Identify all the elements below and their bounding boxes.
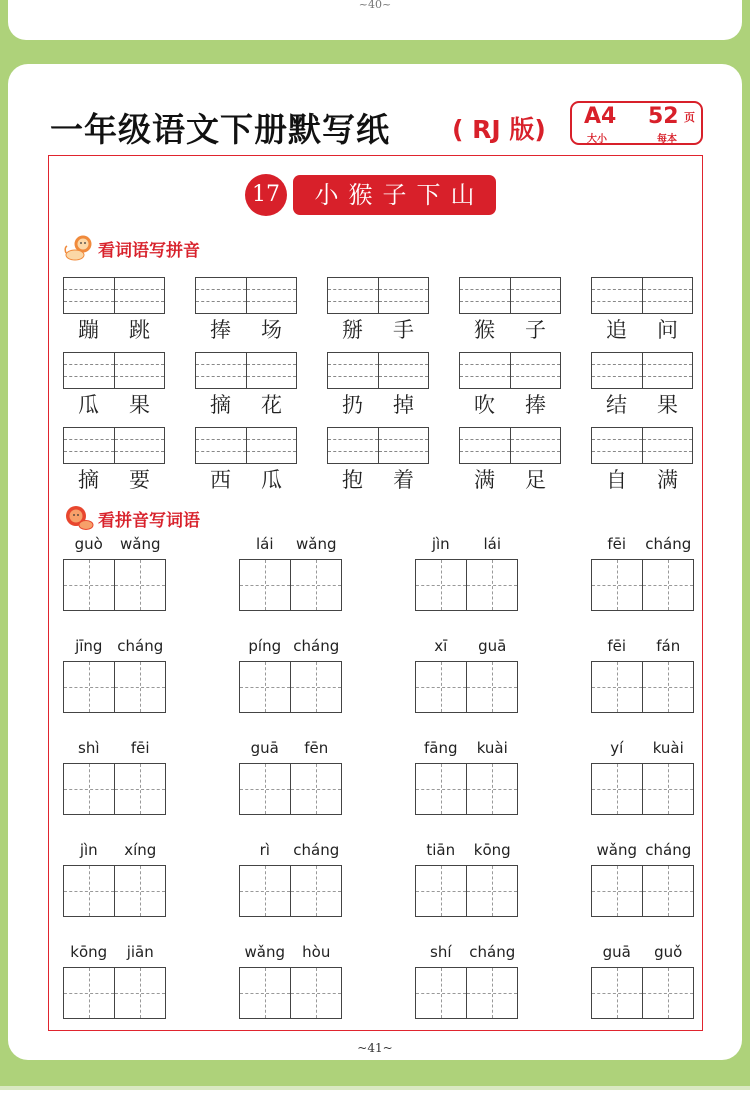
tianzige-grid[interactable] <box>415 865 518 917</box>
pinyin-label <box>239 635 342 657</box>
pinyin-syllable: hòu <box>302 943 331 961</box>
pinyin-label <box>591 941 694 963</box>
character-writing-square[interactable] <box>290 968 341 1018</box>
lion-icon <box>64 234 94 262</box>
tianzige-grid[interactable] <box>591 865 694 917</box>
pinyin-writing-slot[interactable] <box>642 353 693 388</box>
worksheet-title: 一年级语文下册默写纸 <box>50 110 390 149</box>
pinyin-writing-box[interactable] <box>591 352 693 389</box>
character-writing-square[interactable] <box>592 560 642 610</box>
character-writing-square[interactable] <box>240 560 290 610</box>
pinyin-writing-slot[interactable] <box>328 428 378 463</box>
word-characters <box>195 390 297 420</box>
pinyin-item <box>415 839 518 917</box>
pinyin-writing-slot[interactable] <box>378 353 429 388</box>
pinyin-writing-box[interactable] <box>63 277 165 314</box>
pinyin-item <box>239 941 342 1019</box>
pinyin-label <box>239 941 342 963</box>
pinyin-syllable: tiān <box>426 841 456 859</box>
word-character: 蹦 <box>78 318 99 342</box>
character-writing-square[interactable] <box>416 662 466 712</box>
word-characters <box>459 390 561 420</box>
pinyin-syllable: rì <box>259 841 270 859</box>
pinyin-syllable: fēi <box>130 739 150 757</box>
tianzige-grid[interactable] <box>63 661 166 713</box>
character-writing-square[interactable] <box>240 866 290 916</box>
page-count-caption: 每本 <box>657 134 677 145</box>
character-writing-square[interactable] <box>416 764 466 814</box>
pinyin-label <box>591 839 694 861</box>
pinyin-syllable: cháng <box>645 535 692 553</box>
pinyin-label <box>415 635 518 657</box>
pinyin-syllable: fēi <box>607 535 627 553</box>
pinyin-syllable: fāng <box>423 739 458 757</box>
worksheet-page <box>8 64 742 1060</box>
pinyin-item <box>239 635 342 713</box>
lion-icon <box>64 504 94 532</box>
word-character: 摘 <box>210 393 231 417</box>
section-pinyin-label: 看拼音写词语 <box>98 510 200 531</box>
word-item <box>459 427 561 499</box>
word-character: 场 <box>261 318 282 342</box>
pinyin-writing-slot[interactable] <box>642 428 693 463</box>
word-item <box>63 352 165 424</box>
pinyin-syllable: cháng <box>293 841 340 859</box>
tianzige-grid[interactable] <box>63 967 166 1019</box>
character-writing-square[interactable] <box>592 968 642 1018</box>
word-characters <box>63 315 165 345</box>
character-writing-square[interactable] <box>290 764 341 814</box>
pinyin-label <box>63 839 166 861</box>
word-character: 抱 <box>342 468 363 492</box>
pinyin-syllable: wǎng <box>120 535 161 553</box>
pinyin-writing-slot[interactable] <box>378 428 429 463</box>
character-writing-square[interactable] <box>466 662 517 712</box>
word-characters <box>63 465 165 495</box>
character-writing-square[interactable] <box>114 560 165 610</box>
pinyin-item <box>591 839 694 917</box>
word-item <box>327 352 429 424</box>
lesson-title: 小猴子下山 <box>293 175 496 215</box>
pinyin-writing-slot[interactable] <box>196 278 246 313</box>
pinyin-label <box>591 635 694 657</box>
character-writing-square[interactable] <box>114 764 165 814</box>
pinyin-item <box>63 737 166 815</box>
pinyin-writing-slot[interactable] <box>64 353 114 388</box>
pinyin-writing-box[interactable] <box>591 427 693 464</box>
pinyin-writing-box[interactable] <box>327 427 429 464</box>
tianzige-grid[interactable] <box>63 559 166 611</box>
tianzige-grid[interactable] <box>239 763 342 815</box>
pinyin-writing-box[interactable] <box>195 277 297 314</box>
pinyin-writing-box[interactable] <box>195 352 297 389</box>
tianzige-grid[interactable] <box>415 559 518 611</box>
character-writing-square[interactable] <box>592 764 642 814</box>
character-writing-square[interactable] <box>64 662 114 712</box>
tianzige-grid[interactable] <box>591 763 694 815</box>
word-character: 掰 <box>342 318 363 342</box>
pinyin-label <box>239 533 342 555</box>
word-characters <box>327 390 429 420</box>
pinyin-label <box>239 839 342 861</box>
pinyin-writing-slot[interactable] <box>246 353 297 388</box>
pinyin-label <box>63 737 166 759</box>
pinyin-syllable: jīng <box>75 637 103 655</box>
lesson-number: 17 <box>245 174 287 216</box>
pinyin-label <box>239 737 342 759</box>
pinyin-writing-slot[interactable] <box>510 428 561 463</box>
word-character: 结 <box>606 393 627 417</box>
pinyin-writing-slot[interactable] <box>64 428 114 463</box>
pinyin-writing-box[interactable] <box>591 277 693 314</box>
word-item <box>195 352 297 424</box>
section-words-to-pinyin <box>64 234 200 262</box>
pinyin-writing-slot[interactable] <box>592 353 642 388</box>
word-characters <box>459 465 561 495</box>
pinyin-writing-slot[interactable] <box>114 353 165 388</box>
pinyin-label <box>63 635 166 657</box>
pinyin-syllable: guò <box>74 535 103 553</box>
pinyin-syllable: yí <box>610 739 624 757</box>
pinyin-label <box>415 941 518 963</box>
word-character: 果 <box>657 393 678 417</box>
word-item <box>459 352 561 424</box>
character-writing-square[interactable] <box>466 968 517 1018</box>
character-writing-square[interactable] <box>290 866 341 916</box>
word-characters <box>327 315 429 345</box>
pinyin-syllable: cháng <box>293 637 340 655</box>
pinyin-label <box>591 533 694 555</box>
pinyin-syllable: wǎng <box>596 841 637 859</box>
character-writing-square[interactable] <box>114 968 165 1018</box>
character-writing-square[interactable] <box>64 560 114 610</box>
word-character: 子 <box>525 318 546 342</box>
pinyin-syllable: shì <box>78 739 100 757</box>
edition-label: ( RJ 版) <box>452 115 546 144</box>
character-writing-square[interactable] <box>290 560 341 610</box>
word-characters <box>591 465 693 495</box>
pinyin-syllable: xíng <box>124 841 157 859</box>
character-writing-square[interactable] <box>290 662 341 712</box>
word-item <box>591 427 693 499</box>
pinyin-writing-box[interactable] <box>63 427 165 464</box>
pinyin-syllable: guā <box>250 739 279 757</box>
word-characters <box>591 315 693 345</box>
tianzige-grid[interactable] <box>415 967 518 1019</box>
tianzige-grid[interactable] <box>63 763 166 815</box>
pinyin-syllable: fēi <box>607 637 627 655</box>
pinyin-writing-slot[interactable] <box>510 278 561 313</box>
word-item <box>327 277 429 349</box>
pinyin-item <box>415 533 518 611</box>
pinyin-writing-slot[interactable] <box>114 278 165 313</box>
tianzige-grid[interactable] <box>591 559 694 611</box>
character-writing-square[interactable] <box>64 764 114 814</box>
tianzige-grid[interactable] <box>63 865 166 917</box>
pinyin-writing-slot[interactable] <box>378 278 429 313</box>
word-characters <box>63 390 165 420</box>
pinyin-item <box>415 635 518 713</box>
word-item <box>63 277 165 349</box>
character-writing-square[interactable] <box>64 866 114 916</box>
pinyin-syllable: cháng <box>469 943 516 961</box>
pinyin-syllable: wǎng <box>244 943 285 961</box>
pinyin-writing-box[interactable] <box>459 427 561 464</box>
word-character: 跳 <box>129 318 150 342</box>
pinyin-writing-box[interactable] <box>327 277 429 314</box>
pinyin-syllable: kuài <box>652 739 684 757</box>
next-page-edge <box>0 1086 750 1120</box>
section-pinyin-to-words <box>64 504 200 532</box>
pinyin-item <box>239 533 342 611</box>
pinyin-writing-box[interactable] <box>63 352 165 389</box>
pinyin-writing-slot[interactable] <box>196 353 246 388</box>
pinyin-syllable: jìn <box>79 841 98 859</box>
pinyin-item <box>239 839 342 917</box>
pinyin-item <box>591 737 694 815</box>
character-writing-square[interactable] <box>466 764 517 814</box>
pinyin-syllable: kōng <box>473 841 511 859</box>
character-writing-square[interactable] <box>642 662 693 712</box>
word-characters <box>195 465 297 495</box>
character-writing-square[interactable] <box>240 968 290 1018</box>
pinyin-syllable: shí <box>430 943 452 961</box>
pinyin-writing-slot[interactable] <box>114 428 165 463</box>
word-character: 手 <box>393 318 414 342</box>
paper-info-badge <box>570 101 703 145</box>
word-character: 花 <box>261 393 282 417</box>
pinyin-syllable: jìn <box>431 535 450 553</box>
word-item <box>327 427 429 499</box>
pinyin-writing-slot[interactable] <box>642 278 693 313</box>
word-character: 吹 <box>474 393 495 417</box>
word-item <box>591 277 693 349</box>
pinyin-syllable: guā <box>602 943 631 961</box>
pinyin-writing-slot[interactable] <box>246 428 297 463</box>
word-character: 着 <box>393 468 414 492</box>
word-item <box>195 277 297 349</box>
pinyin-item <box>591 941 694 1019</box>
character-writing-square[interactable] <box>592 662 642 712</box>
character-writing-square[interactable] <box>416 560 466 610</box>
pinyin-item <box>63 839 166 917</box>
character-writing-square[interactable] <box>642 764 693 814</box>
tianzige-grid[interactable] <box>239 967 342 1019</box>
pinyin-writing-slot[interactable] <box>510 353 561 388</box>
pinyin-writing-box[interactable] <box>459 352 561 389</box>
character-writing-square[interactable] <box>416 866 466 916</box>
pinyin-syllable: cháng <box>645 841 692 859</box>
pinyin-label <box>415 533 518 555</box>
pinyin-syllable: lái <box>255 535 274 553</box>
word-character: 追 <box>606 318 627 342</box>
pinyin-writing-slot[interactable] <box>592 428 642 463</box>
word-character: 西 <box>210 468 231 492</box>
pinyin-item <box>239 737 342 815</box>
paper-size: A4 <box>584 104 617 129</box>
pinyin-writing-slot[interactable] <box>246 278 297 313</box>
character-writing-square[interactable] <box>114 866 165 916</box>
previous-page-card <box>8 0 742 40</box>
pinyin-writing-slot[interactable] <box>460 428 510 463</box>
character-writing-square[interactable] <box>416 968 466 1018</box>
pinyin-label <box>63 941 166 963</box>
pinyin-syllable: xī <box>434 637 448 655</box>
pinyin-item <box>415 941 518 1019</box>
word-character: 要 <box>129 468 150 492</box>
pinyin-syllable: wǎng <box>296 535 337 553</box>
paper-size-caption: 大小 <box>587 134 607 145</box>
word-item <box>591 352 693 424</box>
pinyin-syllable: fán <box>656 637 681 655</box>
word-item <box>459 277 561 349</box>
pinyin-syllable: kuài <box>476 739 508 757</box>
word-character: 满 <box>474 468 495 492</box>
pinyin-syllable: cháng <box>117 637 164 655</box>
word-item <box>63 427 165 499</box>
pinyin-writing-slot[interactable] <box>64 278 114 313</box>
pinyin-writing-slot[interactable] <box>328 278 378 313</box>
pinyin-label <box>415 737 518 759</box>
word-item <box>195 427 297 499</box>
section-words-label: 看词语写拼音 <box>98 240 200 261</box>
pinyin-writing-slot[interactable] <box>196 428 246 463</box>
tianzige-grid[interactable] <box>239 661 342 713</box>
word-character: 捧 <box>525 393 546 417</box>
page-count: 52 <box>648 104 679 129</box>
pinyin-item <box>591 533 694 611</box>
pinyin-writing-box[interactable] <box>459 277 561 314</box>
tianzige-grid[interactable] <box>415 661 518 713</box>
character-writing-square[interactable] <box>114 662 165 712</box>
pinyin-item <box>591 635 694 713</box>
character-writing-square[interactable] <box>240 662 290 712</box>
pinyin-label <box>63 533 166 555</box>
pinyin-label <box>591 737 694 759</box>
pinyin-writing-slot[interactable] <box>460 353 510 388</box>
character-writing-square[interactable] <box>592 866 642 916</box>
pinyin-item <box>63 941 166 1019</box>
word-character: 瓜 <box>78 393 99 417</box>
word-characters <box>459 315 561 345</box>
character-writing-square[interactable] <box>466 560 517 610</box>
word-character: 果 <box>129 393 150 417</box>
word-character: 摘 <box>78 468 99 492</box>
word-character: 足 <box>525 468 546 492</box>
word-character: 扔 <box>342 393 363 417</box>
pinyin-syllable: lái <box>483 535 502 553</box>
character-writing-square[interactable] <box>642 866 693 916</box>
pinyin-item <box>63 533 166 611</box>
character-writing-square[interactable] <box>64 968 114 1018</box>
character-writing-square[interactable] <box>466 866 517 916</box>
pinyin-syllable: fēn <box>304 739 329 757</box>
page-number: ~41~ <box>357 1041 393 1055</box>
pinyin-writing-box[interactable] <box>195 427 297 464</box>
word-characters <box>327 465 429 495</box>
pinyin-syllable: jiān <box>126 943 154 961</box>
previous-page-number: ~40~ <box>358 0 392 11</box>
pinyin-writing-box[interactable] <box>327 352 429 389</box>
pinyin-item <box>415 737 518 815</box>
word-character: 猴 <box>474 318 495 342</box>
tianzige-grid[interactable] <box>591 967 694 1019</box>
word-characters <box>591 390 693 420</box>
pinyin-syllable: guǒ <box>654 943 683 961</box>
character-writing-square[interactable] <box>240 764 290 814</box>
pinyin-syllable: kōng <box>70 943 108 961</box>
character-writing-square[interactable] <box>642 968 693 1018</box>
pinyin-syllable: guā <box>478 637 507 655</box>
pinyin-item <box>63 635 166 713</box>
pinyin-writing-slot[interactable] <box>592 278 642 313</box>
word-character: 瓜 <box>261 468 282 492</box>
tianzige-grid[interactable] <box>415 763 518 815</box>
pinyin-writing-slot[interactable] <box>328 353 378 388</box>
pinyin-syllable: píng <box>248 637 282 655</box>
tianzige-grid[interactable] <box>591 661 694 713</box>
word-character: 问 <box>657 318 678 342</box>
word-character: 掉 <box>393 393 414 417</box>
word-character: 自 <box>606 468 627 492</box>
character-writing-square[interactable] <box>642 560 693 610</box>
word-character: 满 <box>657 468 678 492</box>
page-count-unit: 页 <box>684 111 695 124</box>
pinyin-writing-slot[interactable] <box>460 278 510 313</box>
tianzige-grid[interactable] <box>239 865 342 917</box>
pinyin-label <box>415 839 518 861</box>
word-character: 捧 <box>210 318 231 342</box>
tianzige-grid[interactable] <box>239 559 342 611</box>
word-characters <box>195 315 297 345</box>
